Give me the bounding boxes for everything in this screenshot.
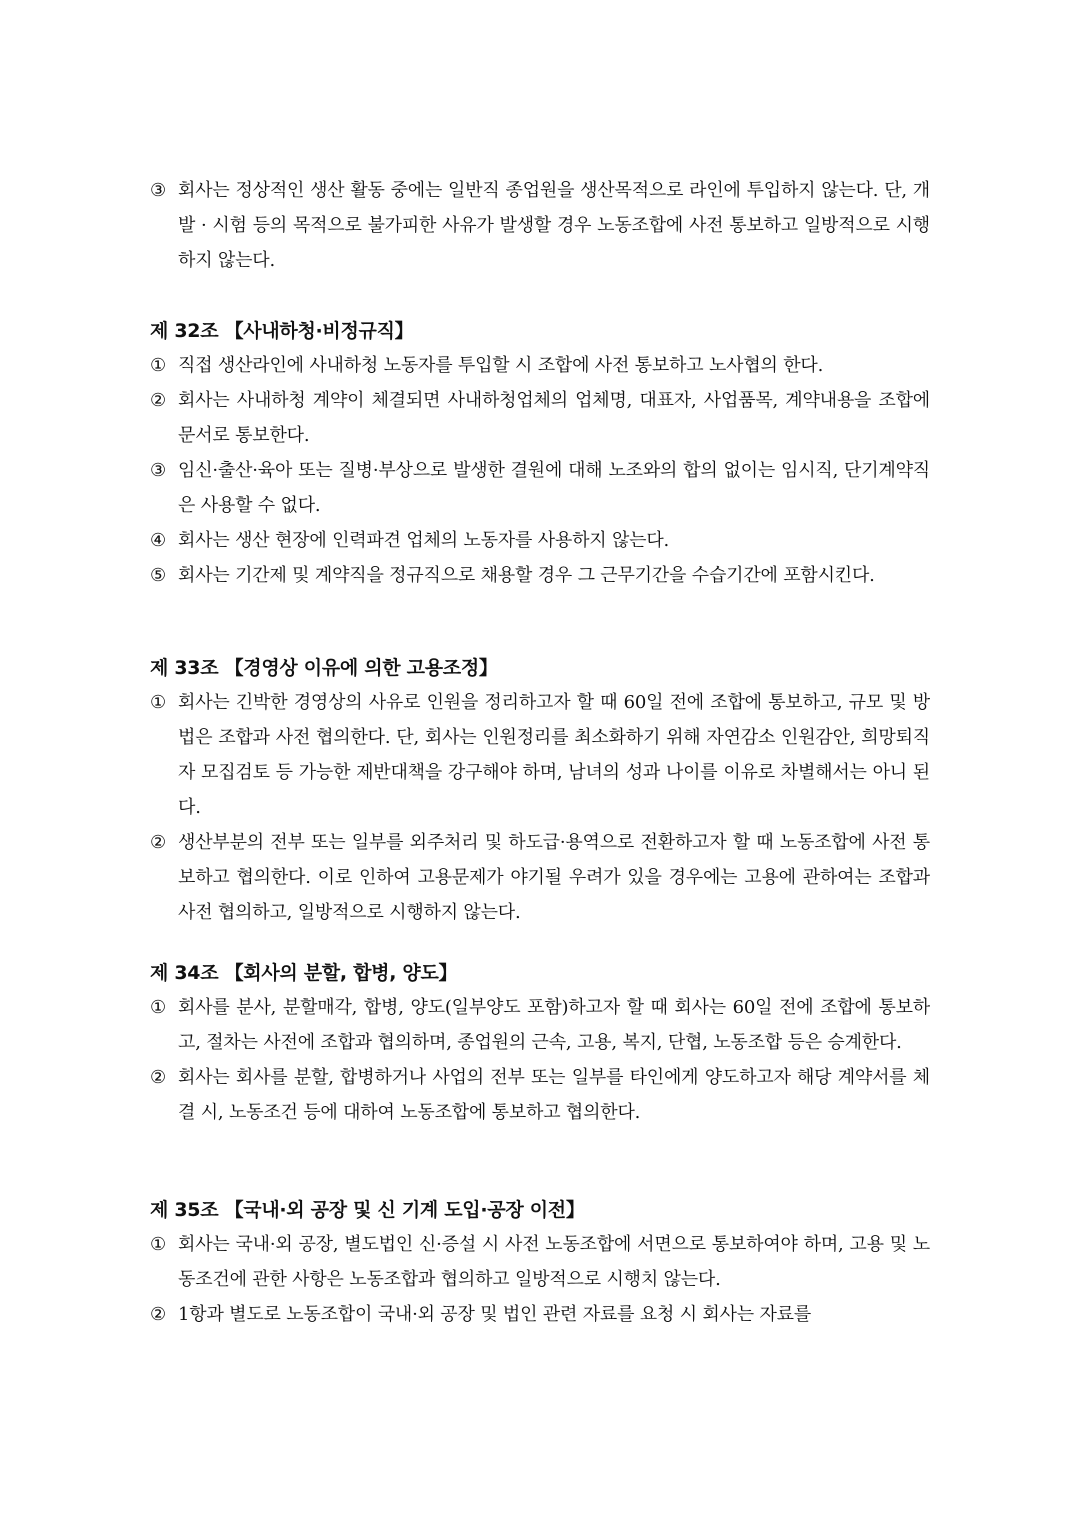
clause-number: ④ <box>150 530 166 551</box>
clause-text: 회사는 긴박한 경영상의 사유로 인원을 정리하고자 할 때 60일 전에 조합에 통보하고, 규모 및 방법은 조합과 사전 협의한다. 단, 회사는 인원정리를 최소화하기 위해 자연감소 인원감안, 희망퇴직자 모집검토 등 가능한 제반대책을 강구해야 하며, 남녀의 성과 나이를 이유로 차별해서는 아니 된다. <box>178 692 930 818</box>
clause-number: ① <box>150 997 166 1018</box>
article-35 <box>150 1193 930 1332</box>
clause-number: ② <box>150 390 166 411</box>
clause-number: ③ <box>150 180 166 201</box>
clause-item <box>150 990 930 1060</box>
clause-number: ⑤ <box>150 565 166 586</box>
clause-number: ② <box>150 832 166 853</box>
clause-item <box>150 1227 930 1297</box>
article-heading: 제 35조 【국내·외 공장 및 신 기계 도입·공장 이전】 <box>150 1199 585 1221</box>
clause-number: ① <box>150 692 166 713</box>
clause-number: ① <box>150 1234 166 1255</box>
clause-item <box>150 825 930 930</box>
clause-text: 임신·출산·육아 또는 질병·부상으로 발생한 결원에 대해 노조와의 합의 없이는 임시직, 단기계약직은 사용할 수 없다. <box>178 460 930 516</box>
article-heading: 제 34조 【회사의 분할, 합병, 양도】 <box>150 962 458 984</box>
clause-text: 회사는 사내하청 계약이 체결되면 사내하청업체의 업체명, 대표자, 사업품목, 계약내용을 조합에 문서로 통보한다. <box>178 390 930 446</box>
article-32 <box>150 314 930 593</box>
clause-number: ② <box>150 1067 166 1088</box>
clause-number: ② <box>150 1304 166 1325</box>
clause-item <box>150 1060 930 1130</box>
clause-number: ③ <box>150 460 166 481</box>
clause-text: 회사를 분사, 분할매각, 합병, 양도(일부양도 포함)하고자 할 때 회사는 60일 전에 조합에 통보하고, 절차는 사전에 조합과 협의하며, 종업원의 근속, 고용, 복지, 단협, 노동조합 등은 승계한다. <box>178 997 930 1053</box>
clause-item <box>150 685 930 825</box>
article-heading: 제 32조 【사내하청·비정규직】 <box>150 320 414 342</box>
article-34 <box>150 956 930 1130</box>
clause-text: 회사는 생산 현장에 인력파견 업체의 노동자를 사용하지 않는다. <box>178 530 670 551</box>
clause-text: 회사는 정상적인 생산 활동 중에는 일반직 종업원을 생산목적으로 라인에 투입하지 않는다. 단, 개발 · 시험 등의 목적으로 불가피한 사유가 발생할 경우 노동조합에 사전 통보하고 일방적으로 시행하지 않는다. <box>178 180 930 271</box>
clause-text: 회사는 회사를 분할, 합병하거나 사업의 전부 또는 일부를 타인에게 양도하고자 해당 계약서를 체결 시, 노동조건 등에 대하여 노동조합에 통보하고 협의한다. <box>178 1067 930 1123</box>
clause-text: 회사는 국내·외 공장, 별도법인 신·증설 시 사전 노동조합에 서면으로 통보하여야 하며, 고용 및 노동조건에 관한 사항은 노동조합과 협의하고 일방적으로 시행치 않는다. <box>178 1234 930 1290</box>
clause-item <box>150 348 930 383</box>
clause-text: 생산부분의 전부 또는 일부를 외주처리 및 하도급·용역으로 전환하고자 할 때 노동조합에 사전 통보하고 협의한다. 이로 인하여 고용문제가 야기될 우려가 있을 경우에는 고용에 관하여는 조합과 사전 협의하고, 일방적으로 시행하지 않는다. <box>178 832 930 923</box>
clause-item <box>150 1297 930 1332</box>
clause-item <box>150 453 930 523</box>
clause-text: 직접 생산라인에 사내하청 노동자를 투입할 시 조합에 사전 통보하고 노사협의 한다. <box>178 355 824 376</box>
article-heading: 제 33조 【경영상 이유에 의한 고용조정】 <box>150 657 498 679</box>
clause-text: 회사는 기간제 및 계약직을 정규직으로 채용할 경우 그 근무기간을 수습기간에 포함시킨다. <box>178 565 875 586</box>
section-continuation <box>150 173 930 278</box>
article-33 <box>150 651 930 930</box>
clause-item <box>150 173 930 278</box>
clause-item <box>150 523 930 558</box>
clause-item <box>150 383 930 453</box>
clause-text: 1항과 별도로 노동조합이 국내·외 공장 및 법인 관련 자료를 요청 시 회사는 자료를 <box>178 1304 812 1325</box>
clause-number: ① <box>150 355 166 376</box>
clause-item <box>150 558 930 593</box>
